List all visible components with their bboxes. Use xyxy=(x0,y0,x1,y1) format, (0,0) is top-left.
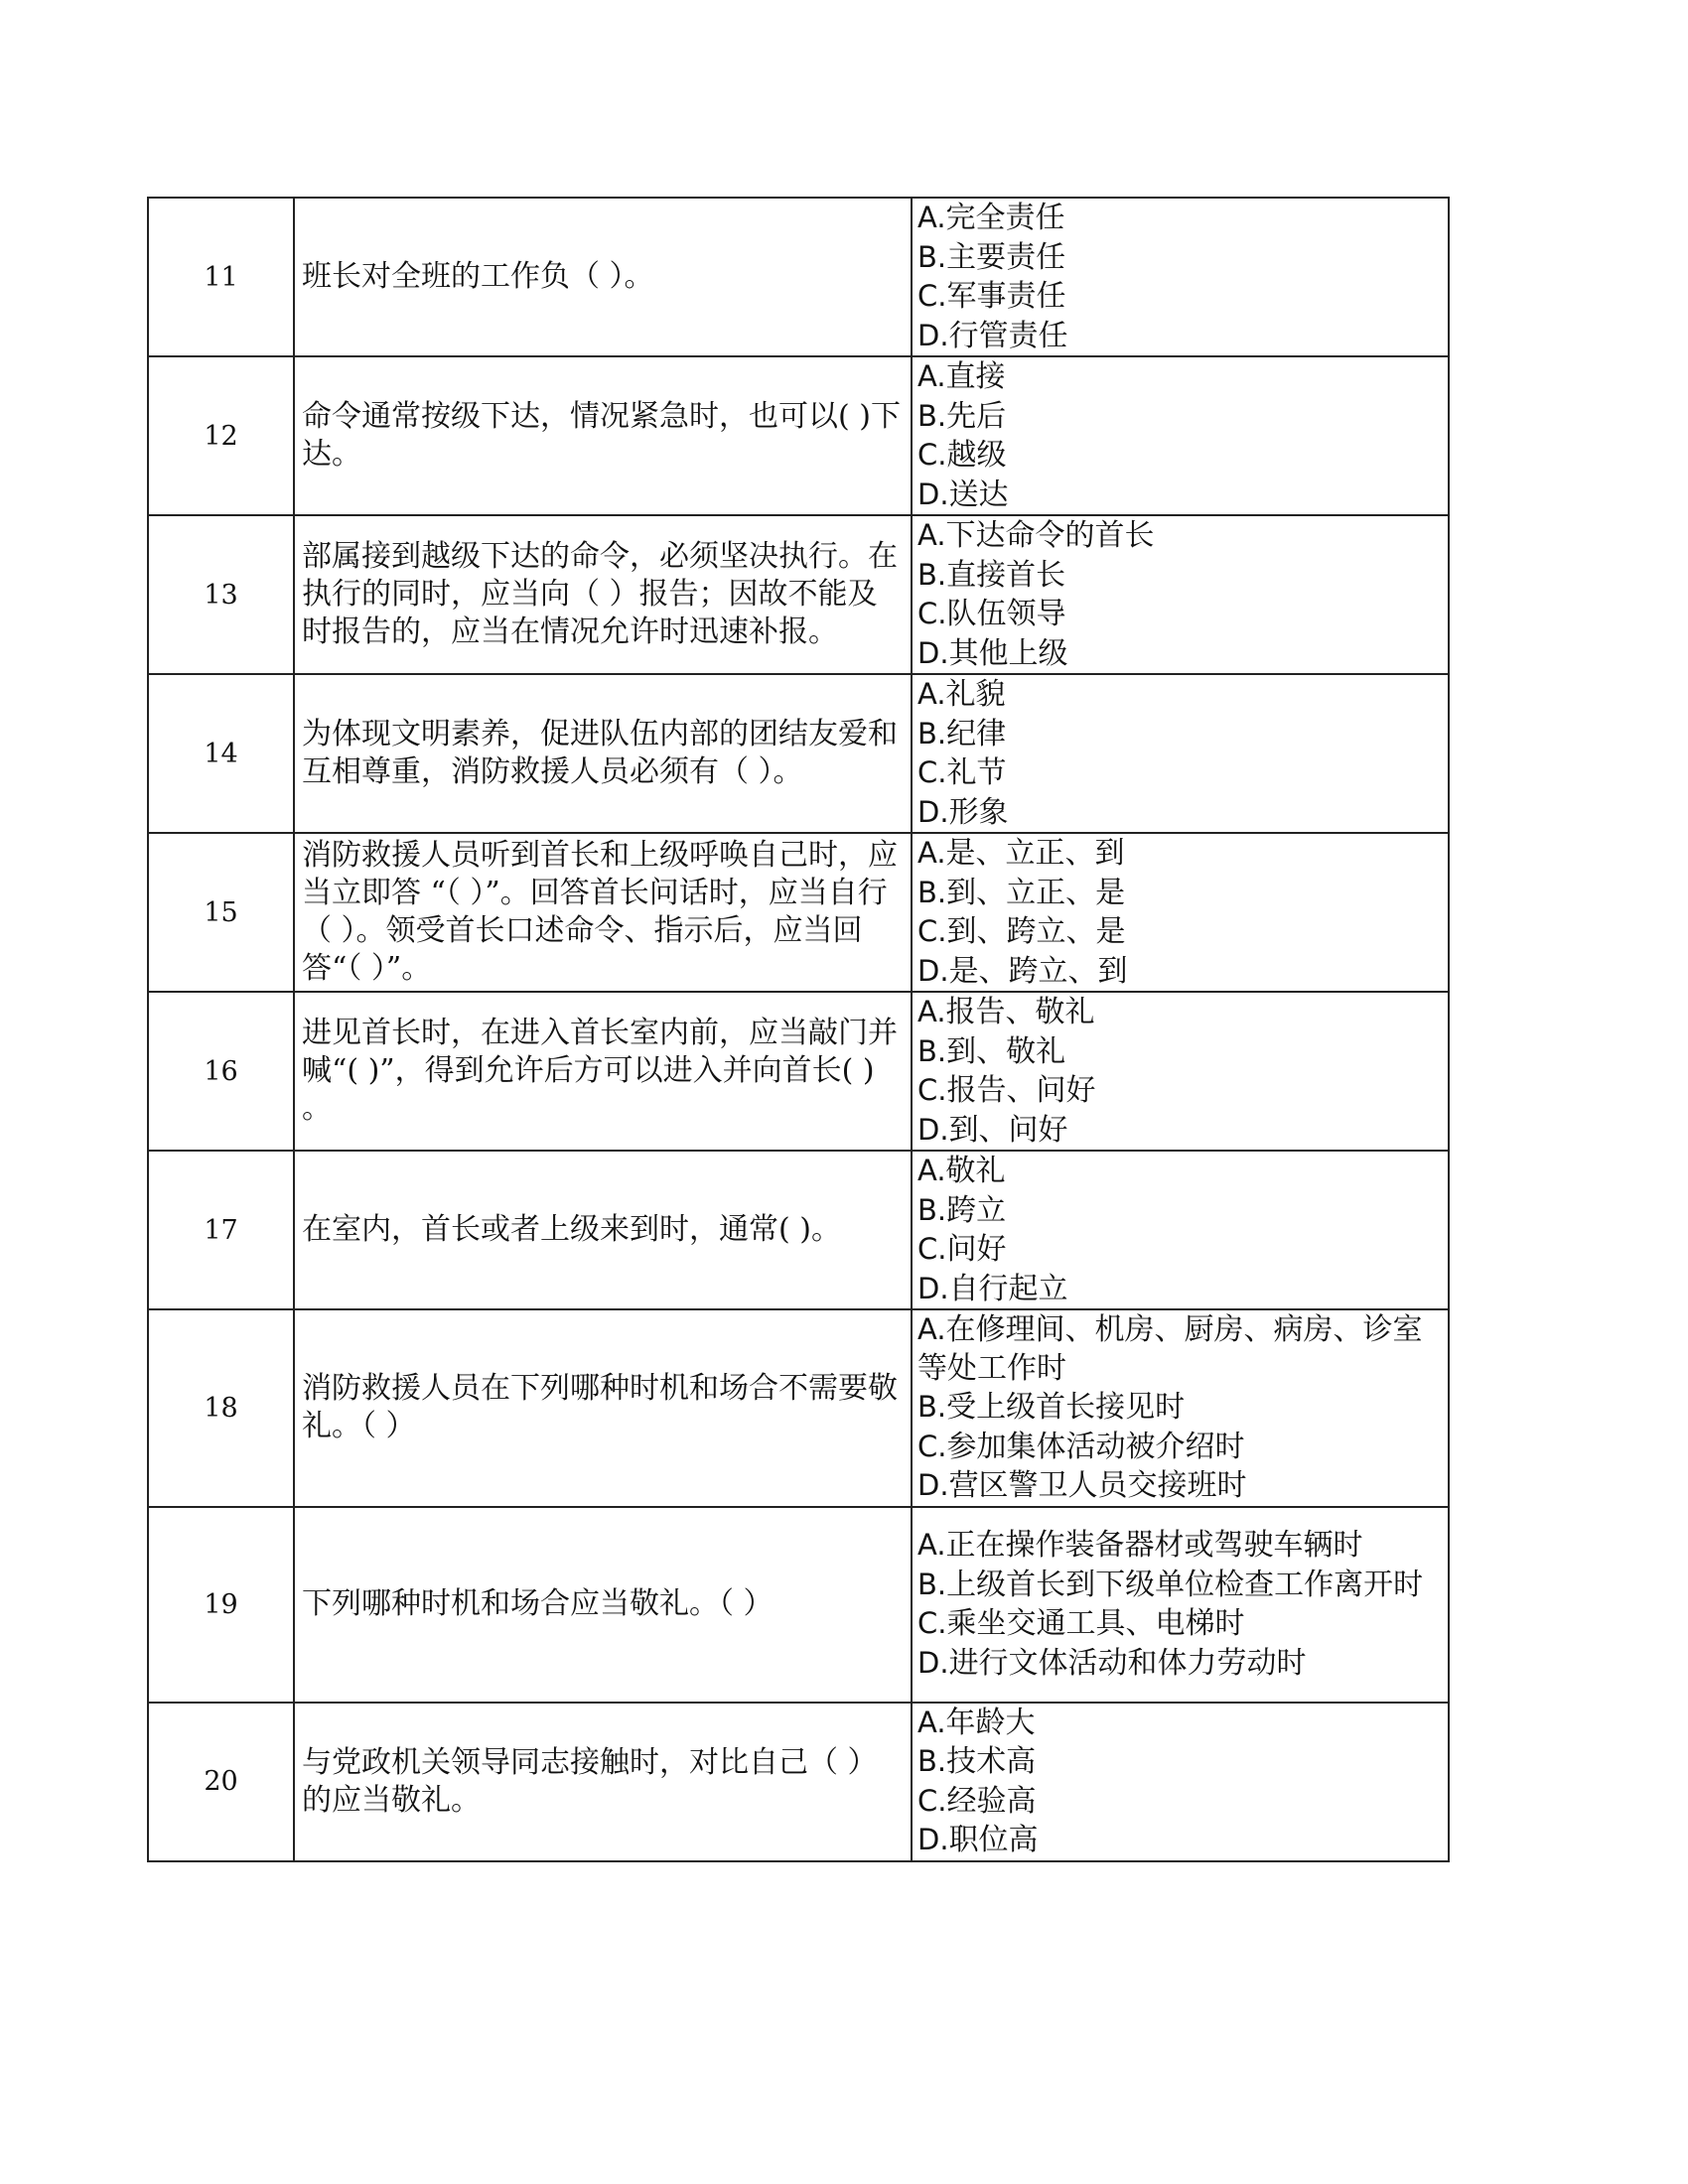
answer-option xyxy=(917,277,1442,317)
answer-option xyxy=(917,1071,1442,1111)
question-number: 20 xyxy=(148,1703,294,1861)
answer-option xyxy=(917,476,1442,515)
option-letter: D. xyxy=(917,1271,949,1305)
option-text: 完全责任 xyxy=(945,201,1065,235)
option-letter: A. xyxy=(917,1705,946,1739)
option-text: 礼节 xyxy=(946,755,1007,790)
option-text: 到、跨立、是 xyxy=(946,914,1126,949)
option-letter: C. xyxy=(917,1606,947,1640)
option-text: 报告、敬礼 xyxy=(945,995,1095,1029)
option-text: 职位高 xyxy=(948,1823,1039,1857)
answer-options xyxy=(912,992,1449,1151)
option-letter: C. xyxy=(917,914,947,948)
option-letter: A. xyxy=(917,677,946,711)
option-text: 到、敬礼 xyxy=(946,1033,1066,1069)
option-letter: D. xyxy=(917,1823,949,1856)
option-text: 是、立正、到 xyxy=(945,836,1125,871)
answer-option xyxy=(917,1191,1442,1231)
option-letter: D. xyxy=(917,635,949,670)
option-letter: B. xyxy=(917,398,947,433)
option-text: 队伍领导 xyxy=(946,597,1066,631)
question-row xyxy=(148,1703,1449,1861)
option-letter: C. xyxy=(917,279,947,313)
option-text: 年龄大 xyxy=(945,1705,1036,1740)
option-text: 参加集体活动被介绍时 xyxy=(946,1429,1245,1464)
option-letter: D. xyxy=(917,794,949,829)
answer-option xyxy=(917,1152,1442,1191)
question-text: 部属接到越级下达的命令，必须坚决执行。在执行的同时，应当向（ ）报告；因故不能及时报告的，应当在情况允许时迅速补报。 xyxy=(294,515,912,674)
option-letter: B. xyxy=(917,557,947,592)
answer-option xyxy=(917,1310,1442,1388)
option-letter: C. xyxy=(917,1232,947,1266)
option-text: 越级 xyxy=(946,438,1007,473)
answer-option xyxy=(917,1526,1442,1566)
option-text: 在修理间、机房、厨房、病房、诊室等处工作时 xyxy=(917,1312,1423,1386)
answer-options xyxy=(912,515,1449,674)
answer-option xyxy=(917,1644,1442,1684)
option-text: 乘坐交通工具、电梯时 xyxy=(946,1606,1245,1641)
answer-option xyxy=(917,912,1442,952)
question-number: 17 xyxy=(148,1151,294,1309)
answer-options xyxy=(912,1151,1449,1309)
question-number: 13 xyxy=(148,515,294,674)
answer-option xyxy=(917,199,1442,238)
option-text: 跨立 xyxy=(946,1192,1007,1228)
question-row xyxy=(148,833,1449,992)
option-text: 到、立正、是 xyxy=(946,875,1126,910)
option-letter: A. xyxy=(917,518,946,552)
answer-options xyxy=(912,198,1449,356)
option-text: 营区警卫人员交接班时 xyxy=(948,1468,1247,1503)
answer-option xyxy=(917,595,1442,634)
option-text: 敬礼 xyxy=(945,1154,1006,1188)
answer-options xyxy=(912,674,1449,833)
answer-option xyxy=(917,1466,1442,1506)
answer-option xyxy=(917,1782,1442,1822)
option-letter: C. xyxy=(917,597,947,630)
answer-options xyxy=(912,1507,1449,1703)
option-letter: C. xyxy=(917,755,947,789)
option-letter: A. xyxy=(917,1312,946,1346)
option-letter: A. xyxy=(917,359,946,393)
answer-option xyxy=(917,357,1442,397)
question-text: 与党政机关领导同志接触时，对比自己（ ）的应当敬礼。 xyxy=(294,1703,912,1861)
option-letter: D. xyxy=(917,1112,949,1147)
question-row xyxy=(148,1309,1449,1507)
option-text: 到、问好 xyxy=(948,1112,1068,1148)
answer-option xyxy=(917,1032,1442,1072)
answer-option xyxy=(917,675,1442,715)
question-row xyxy=(148,992,1449,1151)
question-row xyxy=(148,1151,1449,1309)
option-text: 其他上级 xyxy=(948,635,1068,671)
option-letter: B. xyxy=(917,1192,947,1227)
answer-options xyxy=(912,833,1449,992)
option-text: 进行文体活动和体力劳动时 xyxy=(948,1645,1307,1681)
option-letter: D. xyxy=(917,953,949,988)
question-row xyxy=(148,674,1449,833)
option-text: 直接 xyxy=(945,359,1006,394)
option-text: 问好 xyxy=(946,1232,1007,1267)
answer-option xyxy=(917,1230,1442,1270)
answer-option xyxy=(917,793,1442,833)
answer-option xyxy=(917,834,1442,874)
answer-option xyxy=(917,317,1442,356)
question-row xyxy=(148,1507,1449,1703)
answer-option xyxy=(917,1428,1442,1467)
option-letter: A. xyxy=(917,995,946,1028)
option-text: 送达 xyxy=(948,477,1009,512)
option-text: 自行起立 xyxy=(948,1271,1068,1306)
option-text: 礼貌 xyxy=(945,677,1006,712)
question-text: 为体现文明素养，促进队伍内部的团结友爱和互相尊重，消防救援人员必须有（ ）。 xyxy=(294,674,912,833)
option-text: 经验高 xyxy=(946,1783,1037,1819)
answer-option xyxy=(917,1111,1442,1151)
option-text: 下达命令的首长 xyxy=(945,518,1155,553)
option-text: 军事责任 xyxy=(946,279,1066,314)
question-number: 11 xyxy=(148,198,294,356)
option-letter: B. xyxy=(917,1033,947,1068)
option-letter: B. xyxy=(917,1390,947,1424)
option-text: 上级首长到下级单位检查工作离开时 xyxy=(946,1567,1424,1602)
question-number: 14 xyxy=(148,674,294,833)
option-text: 受上级首长接见时 xyxy=(946,1390,1186,1425)
option-letter: A. xyxy=(917,1528,946,1562)
option-text: 技术高 xyxy=(946,1744,1037,1779)
option-text: 先后 xyxy=(946,398,1007,434)
option-text: 主要责任 xyxy=(946,239,1066,275)
question-text: 进见首长时，在进入首长室内前，应当敲门并喊“( )”，得到允许后方可以进入并向首长( ) 。 xyxy=(294,992,912,1151)
question-number: 19 xyxy=(148,1507,294,1703)
option-text: 纪律 xyxy=(946,716,1007,751)
answer-option xyxy=(917,874,1442,913)
option-letter: D. xyxy=(917,477,949,511)
answer-option xyxy=(917,753,1442,793)
answer-option xyxy=(917,1704,1442,1743)
option-letter: B. xyxy=(917,239,947,274)
option-letter: C. xyxy=(917,438,947,472)
option-letter: A. xyxy=(917,201,946,234)
option-text: 直接首长 xyxy=(946,557,1066,593)
option-letter: D. xyxy=(917,1468,949,1502)
option-letter: B. xyxy=(917,1744,947,1778)
answer-option xyxy=(917,1604,1442,1644)
option-text: 行管责任 xyxy=(948,318,1068,353)
answer-option xyxy=(917,993,1442,1032)
question-number: 18 xyxy=(148,1309,294,1507)
question-row xyxy=(148,515,1449,674)
answer-options xyxy=(912,356,1449,515)
option-letter: C. xyxy=(917,1429,947,1463)
answer-option xyxy=(917,1388,1442,1428)
question-text: 班长对全班的工作负（ ）。 xyxy=(294,198,912,356)
answer-option xyxy=(917,516,1442,556)
answer-option xyxy=(917,952,1442,992)
option-letter: B. xyxy=(917,716,947,751)
option-letter: D. xyxy=(917,1645,949,1680)
option-letter: B. xyxy=(917,1567,947,1601)
answer-option xyxy=(917,1821,1442,1860)
option-letter: D. xyxy=(917,318,949,352)
question-text: 在室内，首长或者上级来到时，通常( )。 xyxy=(294,1151,912,1309)
option-text: 正在操作装备器材或驾驶车辆时 xyxy=(945,1528,1363,1563)
answer-option xyxy=(917,634,1442,674)
question-row xyxy=(148,356,1449,515)
question-table-body xyxy=(148,198,1449,1861)
option-letter: A. xyxy=(917,1154,946,1187)
option-text: 报告、问好 xyxy=(946,1073,1096,1108)
answer-option xyxy=(917,1742,1442,1782)
question-number: 12 xyxy=(148,356,294,515)
answer-option xyxy=(917,556,1442,596)
question-text: 下列哪种时机和场合应当敬礼。（ ） xyxy=(294,1507,912,1703)
question-text: 消防救援人员听到首长和上级呼唤自己时，应当立即答 “（ ）”。回答首长问话时，应当自行（ ）。领受首长口述命令、指示后，应当回答“（ ）”。 xyxy=(294,833,912,992)
answer-option xyxy=(917,715,1442,754)
answer-option xyxy=(917,1270,1442,1309)
question-table xyxy=(147,197,1450,1862)
answer-options xyxy=(912,1309,1449,1507)
option-text: 形象 xyxy=(948,794,1009,830)
question-number: 16 xyxy=(148,992,294,1151)
answer-option xyxy=(917,397,1442,437)
answer-option xyxy=(917,238,1442,278)
answer-options xyxy=(912,1703,1449,1861)
question-number: 15 xyxy=(148,833,294,992)
option-text: 是、跨立、到 xyxy=(948,953,1128,989)
option-letter: A. xyxy=(917,836,946,870)
question-text: 消防救援人员在下列哪种时机和场合不需要敬礼。（ ） xyxy=(294,1309,912,1507)
question-row xyxy=(148,198,1449,356)
option-letter: C. xyxy=(917,1073,947,1107)
option-letter: C. xyxy=(917,1783,947,1818)
answer-option xyxy=(917,436,1442,476)
answer-option xyxy=(917,1566,1442,1605)
option-letter: B. xyxy=(917,875,947,909)
question-text: 命令通常按级下达，情况紧急时，也可以( )下达。 xyxy=(294,356,912,515)
